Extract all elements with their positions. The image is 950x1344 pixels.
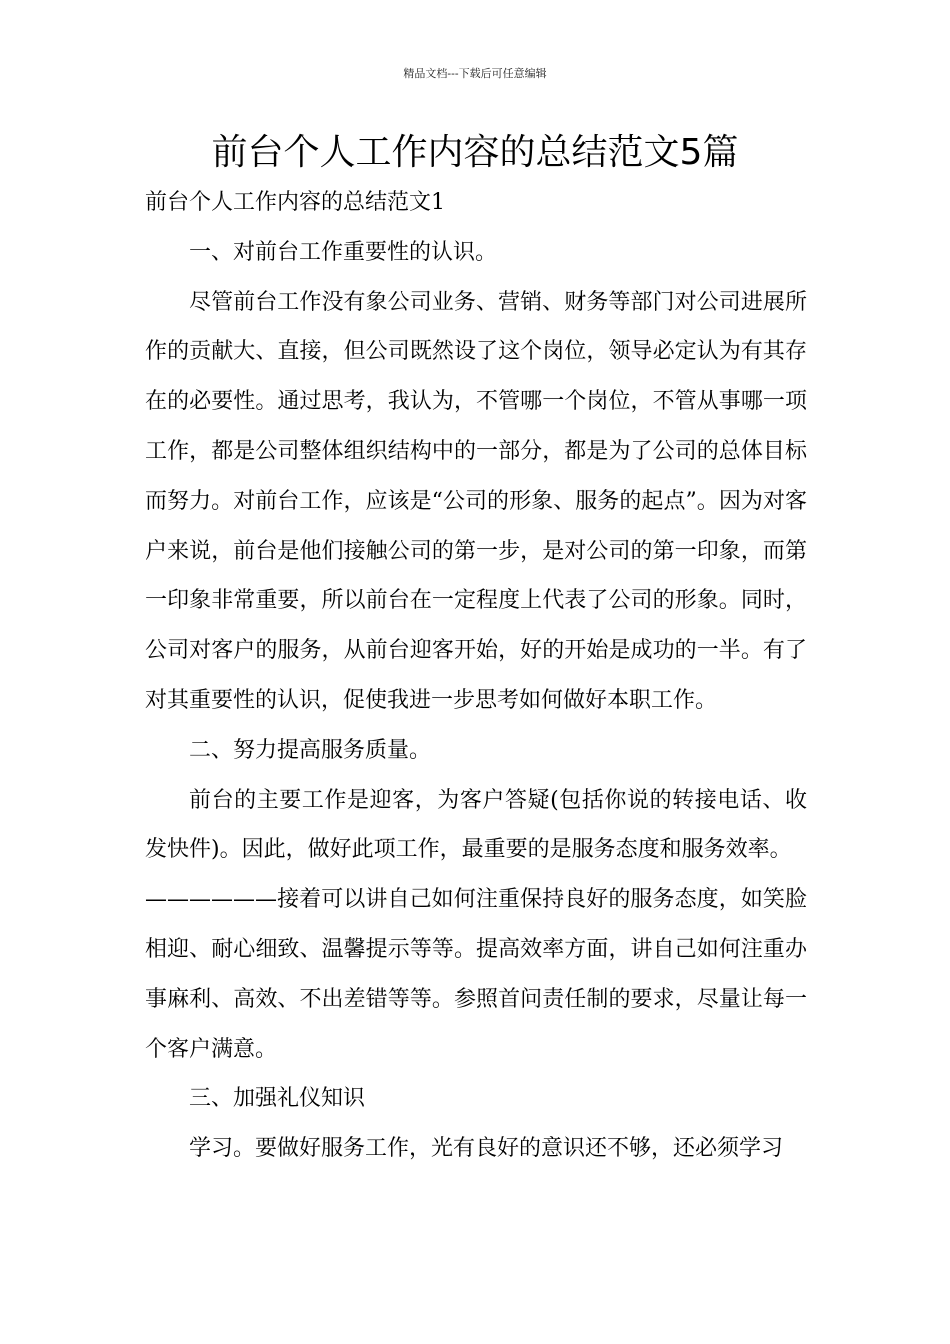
- paragraph-4: 学习。要做好服务工作，光有良好的意识还不够，还必须学习: [189, 1136, 784, 1162]
- document-title: 前台个人工作内容的总结范文5篇: [211, 132, 739, 173]
- subheading-2: 二、努力提高服务质量。: [189, 737, 432, 763]
- paragraph-1: 尽管前台工作没有象公司业务、营销、财务等部门对公司进展所作的贡献大、直接，但公司既然设了这个岗位，领导必定认为有其存在的必要性。通过思考，我认为，不管哪一个岗位，不管从事哪一项工作，都是公司整体组织结构中的一部分，都是为了公司的总体目标而努力。对前台工作，应该是“公司的形象、服务的起点”。因为对客户来说，前台是他们接触公司的第一步，是对公司的第一印象，而第一印象非常重要，所以前台在一定程度上代表了公司的形象。同时，公司对客户的服务，从前台迎客开始，好的开始是成功的一半。有了对其重要性的认识，促使我进一步思考如何做好本职工作。: [145, 289, 807, 713]
- subheading-1: 一、对前台工作重要性的认识。: [189, 239, 498, 265]
- document-body: [145, 178, 807, 1174]
- page-header: 精品文档---下载后可任意编辑: [403, 67, 547, 80]
- subheading-3: 三、加强礼仪知识: [189, 1086, 366, 1112]
- paragraph-3: ——————接着可以讲自己如何注重保持良好的服务态度，如笑脸相迎、耐心细致、温馨提示等等。提高效率方面，讲自己如何注重办事麻利、高效、不出差错等等。参照首问责任制的要求，尽量让每一个客户满意。: [145, 887, 807, 1062]
- paragraph-2: 前台的主要工作是迎客，为客户答疑(包括你说的转接电话、收发快件)。因此，做好此项工作，最重要的是服务态度和服务效率。: [145, 787, 807, 863]
- section-heading: 前台个人工作内容的总结范文1: [145, 190, 445, 215]
